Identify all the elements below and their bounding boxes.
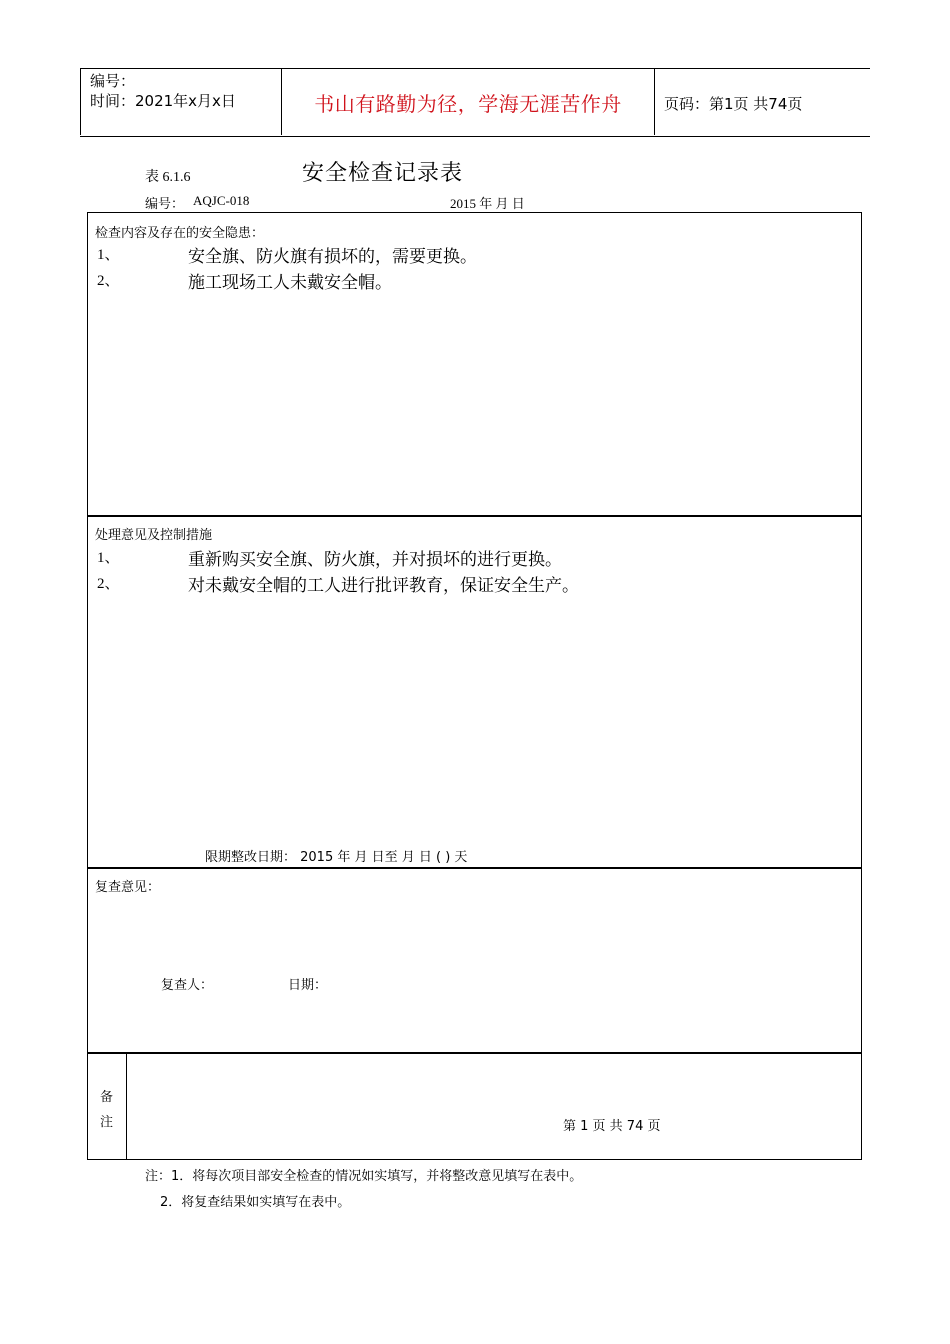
header-page-info: 页码：第1页 共74页: [664, 95, 803, 113]
row-divider: [87, 867, 862, 869]
header-time-label: 时间：2021年x月x日: [90, 92, 236, 110]
header-divider: [654, 68, 655, 135]
header-number-label: 编号：: [90, 72, 136, 90]
inspection-item-number: 2、: [97, 273, 120, 289]
table-number: 表 6.1.6: [145, 170, 191, 185]
inspection-item-text: 安全旗、防火旗有损坏的，需要更换。: [188, 247, 477, 267]
inspection-item-text: 施工现场工人未戴安全帽。: [188, 273, 392, 293]
review-label: 复查意见：: [95, 880, 161, 895]
record-table: [87, 212, 862, 1160]
header-motto: 书山有路勤为径，学海无涯苦作舟: [314, 92, 622, 116]
remark-divider: [126, 1052, 127, 1160]
handling-label: 处理意见及控制措施: [95, 528, 213, 543]
form-code-value: AQJC-018: [193, 193, 250, 208]
form-date: 2015 年 月 日: [450, 196, 525, 211]
row-divider: [87, 515, 862, 517]
page-footer: 第 1 页 共 74 页: [563, 1119, 661, 1134]
handling-item-text: 重新购买安全旗、防火旗，并对损坏的进行更换。: [188, 550, 562, 570]
note-line: 注：1．将每次项目部安全检查的情况如实填写，并将整改意见填写在表中。: [145, 1169, 583, 1184]
handling-item-number: 1、: [97, 550, 120, 566]
row-divider: [87, 1052, 862, 1054]
review-date-label: 日期：: [288, 978, 328, 993]
form-code-label: 编号：: [145, 197, 185, 212]
remark-label: 注: [100, 1115, 114, 1130]
note-line: 2．将复查结果如实填写在表中。: [160, 1195, 351, 1210]
inspection-label: 检查内容及存在的安全隐患：: [95, 226, 265, 241]
handling-item-text: 对未戴安全帽的工人进行批评教育，保证安全生产。: [188, 576, 579, 596]
reviewer-label: 复查人：: [161, 978, 214, 993]
inspection-item-number: 1、: [97, 247, 120, 263]
handling-item-number: 2、: [97, 576, 120, 592]
remark-label: 备: [100, 1090, 114, 1105]
page-title: 安全检查记录表: [302, 161, 464, 186]
deadline-text: 限期整改日期： 2015 年 月 日至 月 日 ( ) 天: [205, 850, 468, 865]
